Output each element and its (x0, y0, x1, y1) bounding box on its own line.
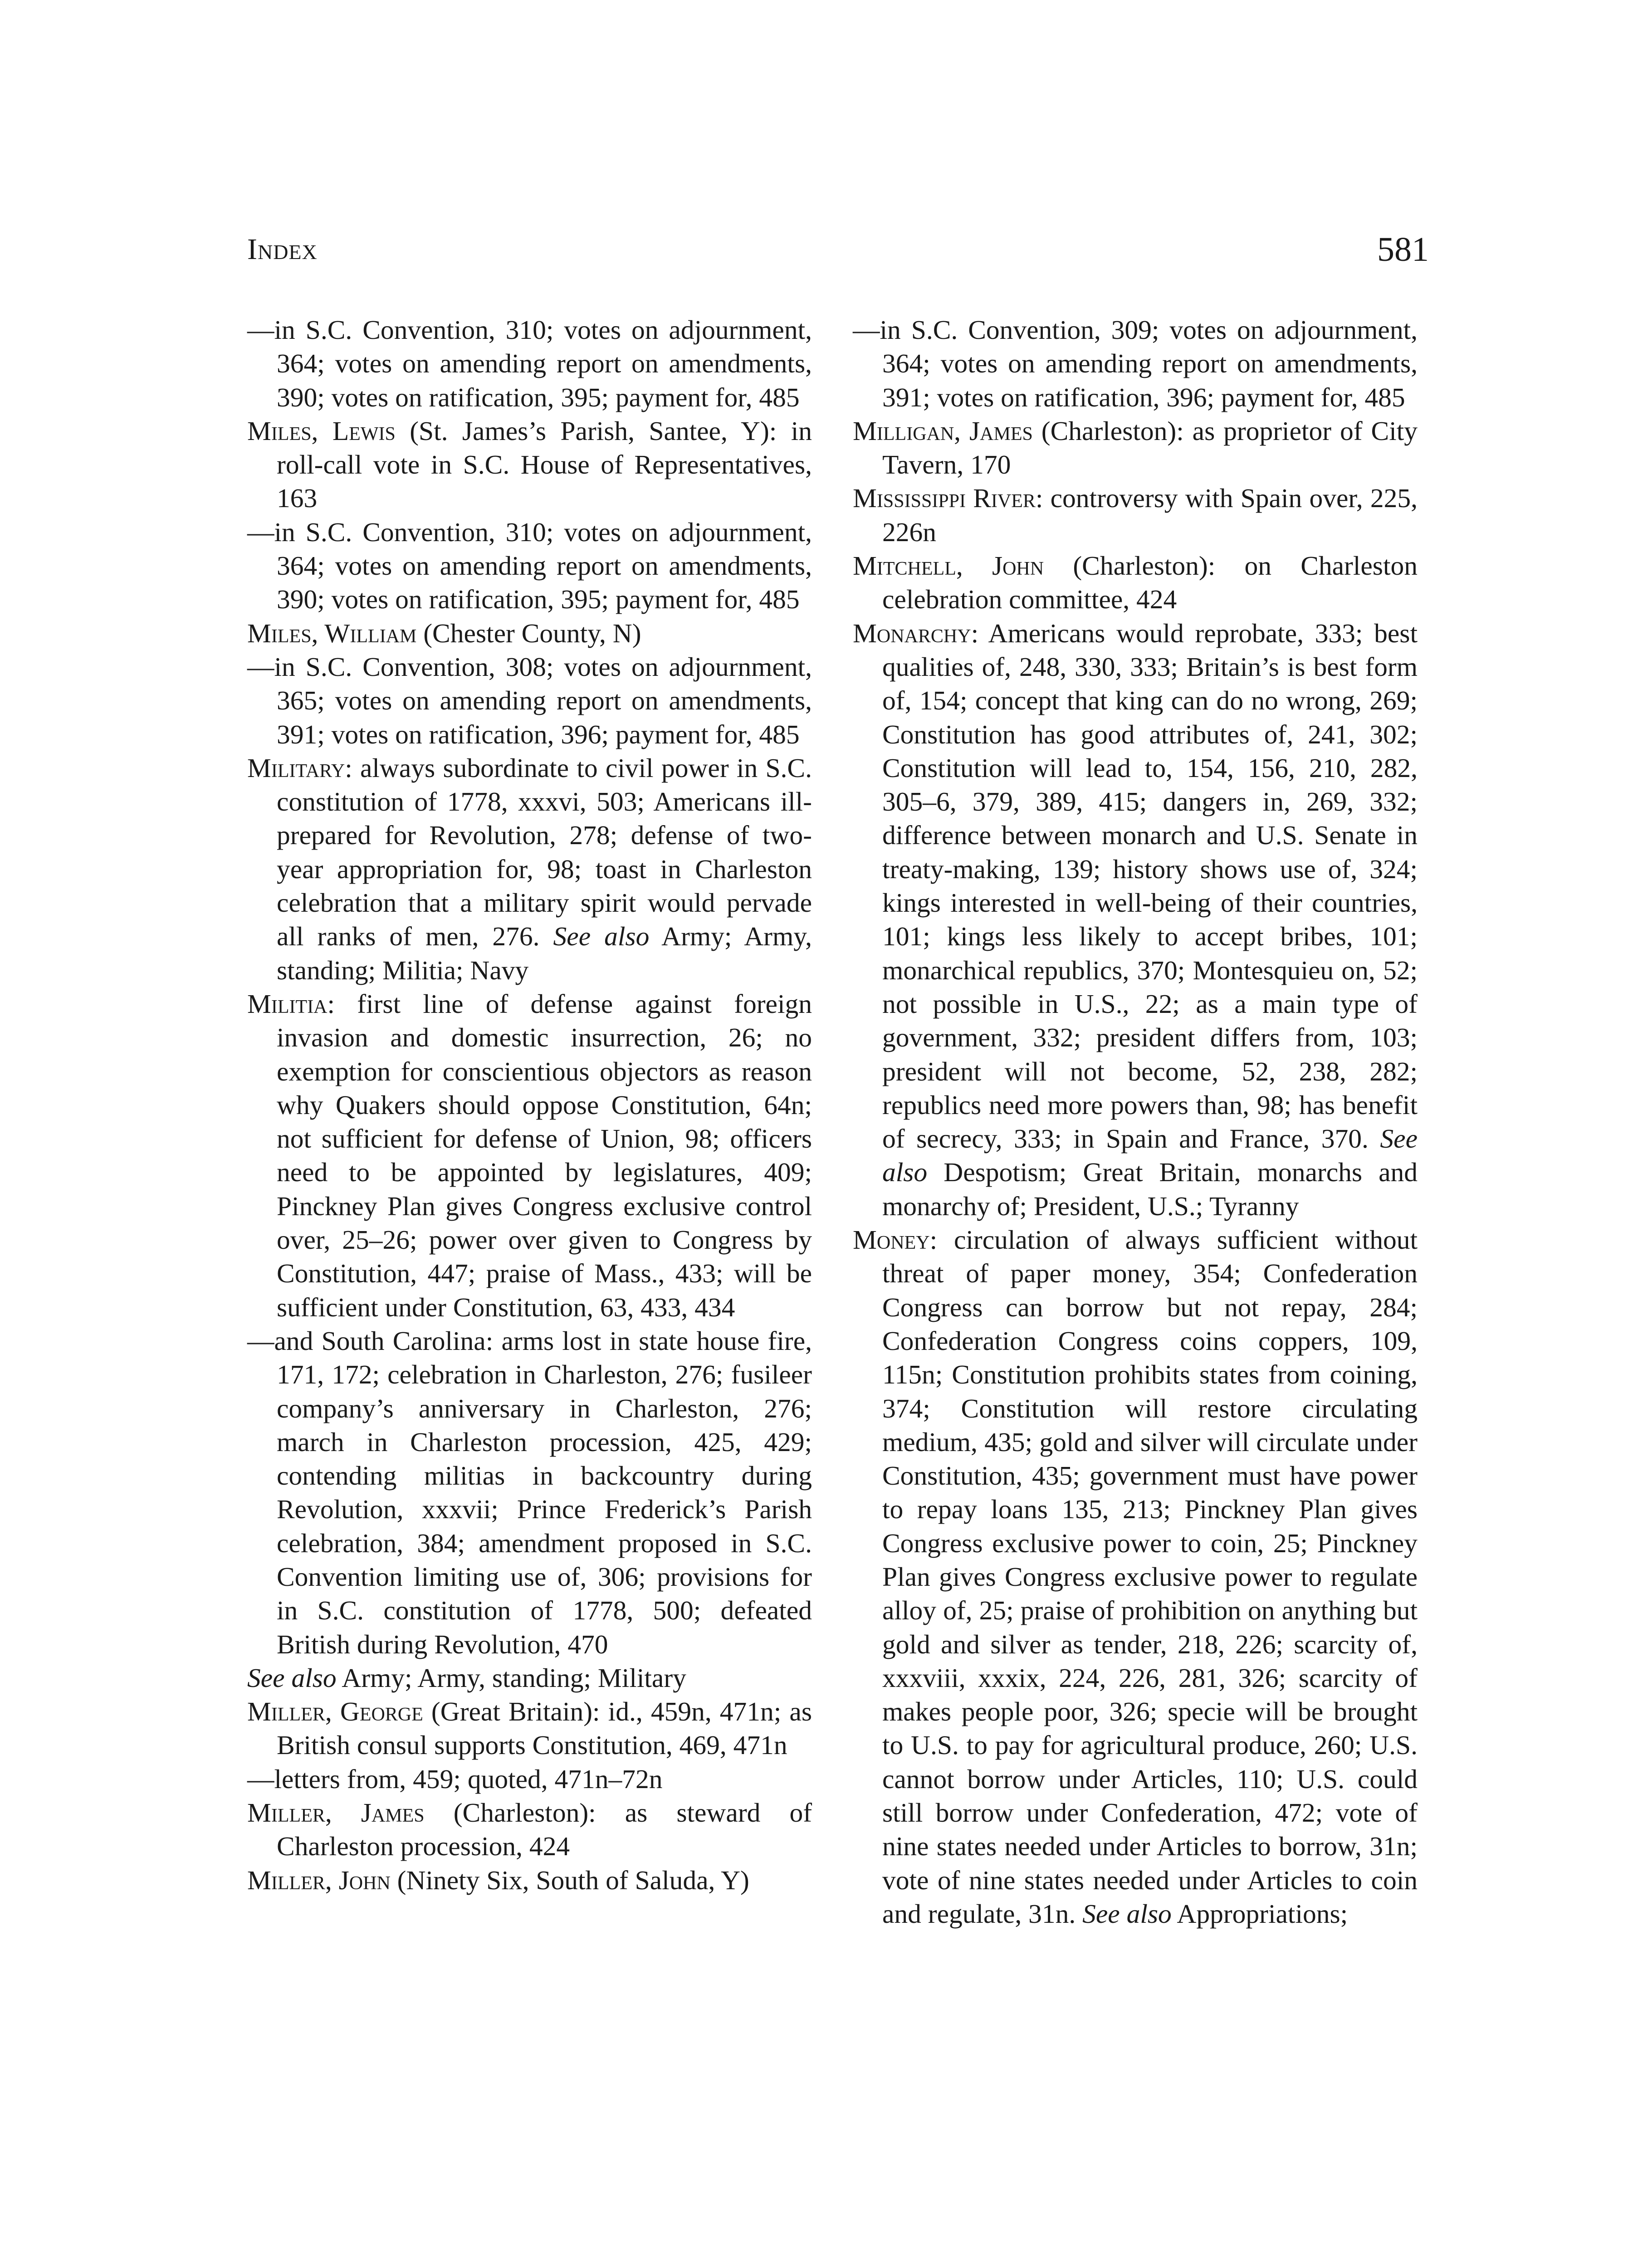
entry-heading: Money (853, 1225, 930, 1255)
entry-heading: Miles, Lewis (247, 415, 396, 446)
index-entry (247, 515, 812, 616)
index-entry (853, 1223, 1418, 1931)
index-entry (247, 1796, 812, 1863)
see-also-label: See also (882, 1124, 1418, 1188)
entry-text: (Great Britain): id., 459n, 471n; as British consul supports Constitution, 469, 471n (277, 1696, 812, 1760)
page-number: 581 (1377, 230, 1429, 269)
entry-heading: Miles, William (247, 618, 417, 648)
index-entry (247, 650, 812, 751)
index-entry (853, 313, 1418, 414)
entry-text: —in S.C. Convention, 308; votes on adjournment, 365; votes on amending report on amendments, 391; votes on ratification, 396; payment for, 485 (247, 651, 812, 749)
entry-text: —in S.C. Convention, 310; votes on adjournment, 364; votes on amending report on amendments, 390; votes on ratification, 395; payment for, 485 (247, 517, 812, 615)
see-also-label: See also (247, 1662, 337, 1693)
index-entry (247, 1661, 812, 1695)
entry-heading: Militia (247, 988, 328, 1019)
entry-heading: Monarchy (853, 618, 971, 648)
index-entry (853, 616, 1418, 1223)
entry-heading: Miller, George (247, 1696, 423, 1727)
see-also-text: Appropriations; (1171, 1898, 1348, 1929)
entry-text: : circulation of always sufficient without threat of paper money, 354; Confederation Congress can borrow but not repay, 284; Confederation Congress coins coppers, 109, 115n; Constitution prohibits states from coining, 374; Constitution will restore circulating medium, 435; gold and silver will circulate under Constitution, 435; government must have power to repay loans 135, 213; Pinckney Plan gives Congress exclusive power to coin, 25; Pinckney Plan gives Congress exclusive power to regulate alloy of, 25; praise of prohibition on anything but gold and silver as tender, 218, 226; scarcity of, xxxviii, xxxix, 224, 226, 281, 326; scarcity of makes people poor, 326; specie will be brought to U.S. to pay for agricultural produce, 260; U.S. cannot borrow under Articles, 110; U.S. could still borrow under Confederation, 472; vote of nine states needed under Articles to borrow, 31n; vote of nine states needed under Articles to coin and regulate, 31n. (882, 1225, 1418, 1929)
entry-text: : first line of defense against foreign invasion and domestic insurrection, 26; no exemption for conscientious objectors as reason why Quakers should oppose Constitution, 64n; not sufficient for defense of Union, 98; officers need to be appointed by legislatures, 409; Pinckney Plan gives Congress exclusive control over, 25–26; power over given to Congress by Constitution, 447; praise of Mass., 433; will be sufficient under Constitution, 63, 433, 434 (277, 988, 812, 1322)
entry-text: (Charleston): as steward of Charleston procession, 424 (277, 1798, 812, 1862)
entry-heading: Mitchell, John (853, 551, 1044, 581)
see-also-text: Army; Army, standing; Militia; Navy (277, 921, 812, 985)
index-entry (247, 987, 812, 1324)
entry-text: : always subordinate to civil power in S.C. constitution of 1778, xxxvi, 503; Americans ill-prepared for Revolution, 278; defense of two-year appropriation for, 98; toast in Charleston celebration that a military spirit would pervade all ranks of men, 276. (277, 753, 812, 952)
index-entry (247, 313, 812, 414)
see-also-label: See also (553, 921, 650, 952)
entry-text: —in S.C. Convention, 310; votes on adjournment, 364; votes on amending report on amendments, 390; votes on ratification, 395; payment for, 485 (247, 315, 812, 412)
entry-text: —letters from, 459; quoted, 471n–72n (247, 1764, 663, 1794)
index-entry (247, 751, 812, 987)
index-entry (853, 481, 1418, 549)
index-entry (247, 414, 812, 515)
entry-text: (Charleston): as proprietor of City Tavern, 170 (882, 415, 1418, 480)
index-entry (247, 1762, 812, 1796)
entry-text: (St. James’s Parish, Santee, Y): in roll-call vote in S.C. House of Representatives, 163 (277, 415, 812, 513)
entry-text: (Chester County, N) (416, 618, 641, 648)
entry-text: (Charleston): on Charleston celebration committee, 424 (882, 551, 1418, 615)
see-also-label: See also (1082, 1898, 1172, 1929)
left-column (247, 313, 812, 1897)
entry-heading: Miller, John (247, 1865, 391, 1895)
running-head (247, 225, 1429, 274)
entry-text: : Americans would reprobate, 333; best qualities of, 248, 330, 333; Britain’s is best form of, 154; concept that king can do no wrong, 269; Constitution has good attributes of, 241, 302; Constitution will lead to, 154, 156, 210, 282, 305–6, 379, 389, 415; dangers in, 269, 332; difference between monarch and U.S. Senate in treaty-making, 139; history shows use of, 324; kings interested in well-being of their countries, 101; kings less likely to accept bribes, 101; monarchical republics, 370; Montesquieu on, 52; not possible in U.S., 22; as a main type of government, 332; president differs from, 103; president will not become, 52, 238, 282; republics need more powers than, 98; has benefit of secrecy, 333; in Spain and France, 370. (882, 618, 1418, 1154)
entry-heading: Miller, James (247, 1798, 425, 1828)
entry-text: (Ninety Six, South of Saluda, Y) (390, 1865, 749, 1895)
right-column (853, 313, 1418, 1931)
entry-heading: Military (247, 753, 345, 783)
index-entry (247, 1863, 812, 1897)
index-entry (247, 1695, 812, 1762)
entry-heading: Milligan, James (853, 415, 1033, 446)
see-also-text: Army; Army, standing; Military (336, 1662, 686, 1693)
entry-text: —and South Carolina: arms lost in state house fire, 171, 172; celebration in Charleston, 276; fusileer company’s anniversary in Charleston, 276; march in Charleston procession, 425, 429; contending militias in backcountry during Revolution, xxxvii; Prince Frederick’s Parish celebration, 384; amendment proposed in S.C. Convention limiting use of, 306; provisions for in S.C. constitution of 1778, 500; defeated British during Revolution, 470 (247, 1325, 812, 1659)
see-also-text: Despotism; Great Britain, monarchs and monarchy of; President, U.S.; Tyranny (882, 1157, 1418, 1221)
entry-heading: Mississippi River (853, 483, 1036, 513)
index-entry (247, 1324, 812, 1661)
index-entry (853, 414, 1418, 482)
running-head-title: Index (247, 233, 318, 266)
entry-text: : controversy with Spain over, 225, 226n (882, 483, 1418, 547)
index-entry (247, 616, 812, 650)
entry-text: —in S.C. Convention, 309; votes on adjournment, 364; votes on amending report on amendments, 391; votes on ratification, 396; payment for, 485 (853, 315, 1418, 412)
index-entry (853, 549, 1418, 616)
